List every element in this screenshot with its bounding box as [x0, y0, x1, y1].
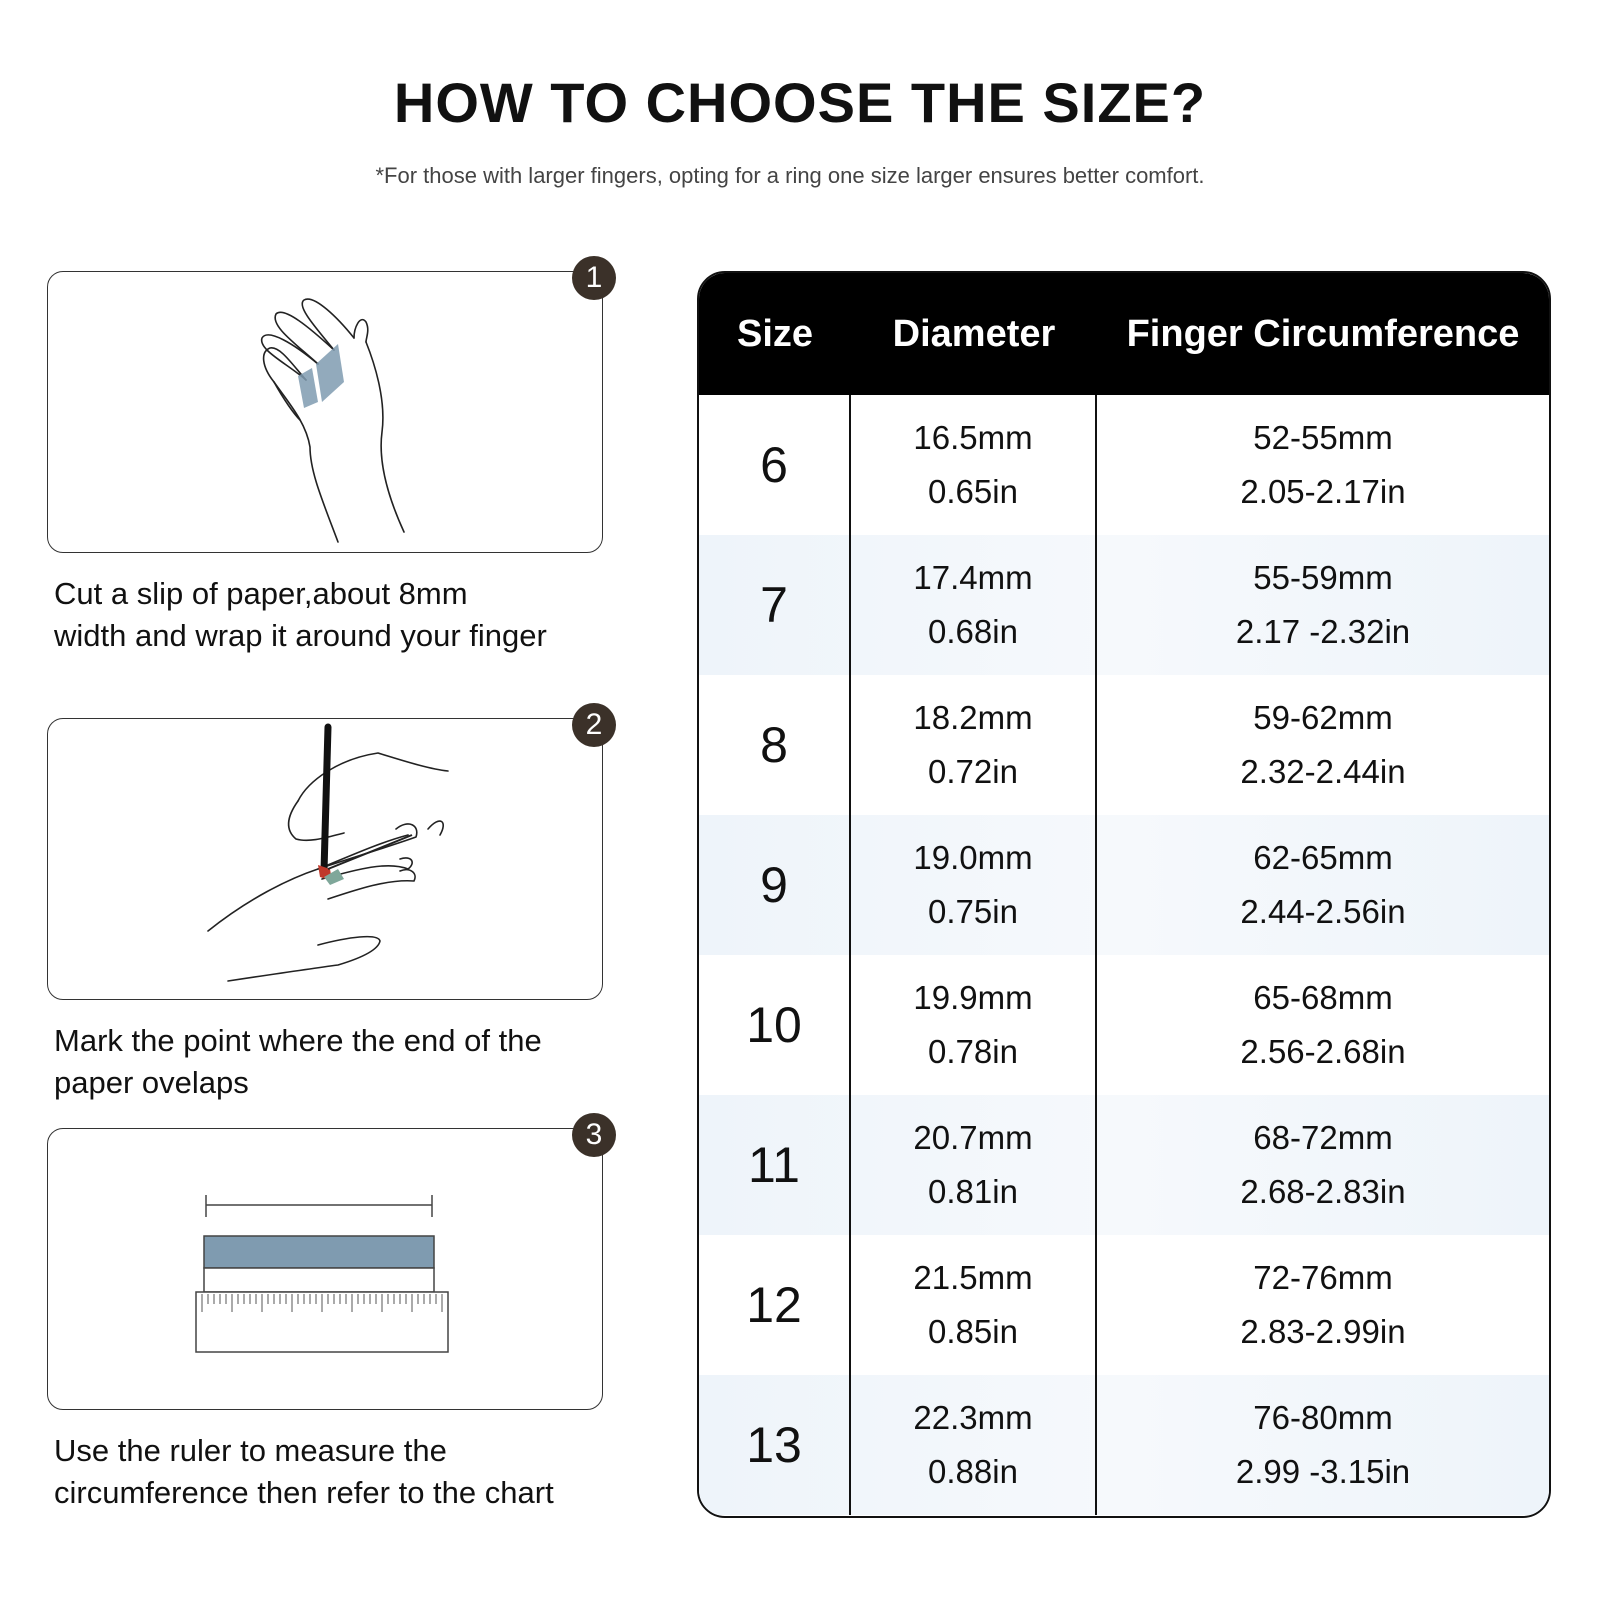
- step-1-text-line2: width and wrap it around your finger: [54, 618, 547, 653]
- circumference-mm: 52-55mm: [1253, 419, 1393, 456]
- circumference-mm: 55-59mm: [1253, 559, 1393, 596]
- circumference-in: 2.68-2.83in: [1240, 1173, 1406, 1210]
- size-cell: 8: [699, 675, 851, 815]
- circumference-cell: [1097, 955, 1549, 1095]
- step-1-badge: 1: [572, 256, 616, 300]
- step-3-text-line1: Use the ruler to measure the: [54, 1433, 447, 1468]
- hand-wrap-paper-icon: [48, 272, 604, 554]
- size-chart-table: [697, 271, 1551, 1518]
- diameter-cell: [851, 815, 1097, 955]
- diameter-in: 0.78in: [928, 1033, 1018, 1070]
- diameter-in: 0.88in: [928, 1453, 1018, 1490]
- table-row: [699, 1095, 1549, 1235]
- diameter-cell: [851, 1235, 1097, 1375]
- size-cell: 9: [699, 815, 851, 955]
- step-1-card: [47, 261, 603, 553]
- table-row: [699, 955, 1549, 1095]
- circumference-in: 2.56-2.68in: [1240, 1033, 1406, 1070]
- circumference-mm: 72-76mm: [1253, 1259, 1393, 1296]
- table-body: [699, 395, 1549, 1515]
- diameter-cell: [851, 1375, 1097, 1515]
- step-2-text: [54, 1020, 634, 1104]
- circumference-mm: 76-80mm: [1253, 1399, 1393, 1436]
- diameter-mm: 22.3mm: [913, 1399, 1033, 1436]
- circumference-cell: [1097, 1235, 1549, 1375]
- header-size: Size: [736, 312, 814, 355]
- circumference-in: 2.17 -2.32in: [1235, 613, 1411, 650]
- circumference-cell: [1097, 1375, 1549, 1515]
- size-cell: 11: [699, 1095, 851, 1235]
- diameter-in: 0.85in: [928, 1313, 1018, 1350]
- circumference-cell: [1097, 535, 1549, 675]
- header-circumference: Finger Circumference: [1126, 312, 1520, 355]
- circumference-cell: [1097, 395, 1549, 535]
- circumference-in: 2.99 -3.15in: [1235, 1453, 1411, 1490]
- size-cell: 12: [699, 1235, 851, 1375]
- step-3-text: [54, 1430, 634, 1514]
- diameter-in: 0.68in: [928, 613, 1018, 650]
- header-diameter: Diameter: [892, 312, 1056, 355]
- diameter-mm: 17.4mm: [913, 559, 1033, 596]
- table-row: [699, 535, 1549, 675]
- diameter-in: 0.81in: [928, 1173, 1018, 1210]
- circumference-in: 2.05-2.17in: [1240, 473, 1406, 510]
- step-2-text-line2: paper ovelaps: [54, 1065, 249, 1100]
- diameter-in: 0.75in: [928, 893, 1018, 930]
- table-row: [699, 675, 1549, 815]
- diameter-cell: [851, 955, 1097, 1095]
- circumference-mm: 65-68mm: [1253, 979, 1393, 1016]
- circumference-in: 2.83-2.99in: [1240, 1313, 1406, 1350]
- page-title: HOW TO CHOOSE THE SIZE?: [393, 71, 1207, 134]
- circumference-cell: [1097, 675, 1549, 815]
- page-subtitle: *For those with larger fingers, opting for a ring one size larger ensures better comfort.: [375, 163, 1205, 188]
- step-3-badge: 3: [572, 1113, 616, 1157]
- step-3-text-line2: circumference then refer to the chart: [54, 1475, 554, 1510]
- circumference-in: 2.44-2.56in: [1240, 893, 1406, 930]
- diameter-mm: 21.5mm: [913, 1259, 1033, 1296]
- step-1-text-line1: Cut a slip of paper,about 8mm: [54, 576, 468, 611]
- circumference-mm: 62-65mm: [1253, 839, 1393, 876]
- circumference-mm: 59-62mm: [1253, 699, 1393, 736]
- diameter-cell: [851, 675, 1097, 815]
- pen-mark-icon: [48, 719, 604, 1001]
- circumference-in: 2.32-2.44in: [1240, 753, 1406, 790]
- ruler-icon: [48, 1129, 604, 1411]
- circumference-cell: [1097, 1095, 1549, 1235]
- circumference-mm: 68-72mm: [1253, 1119, 1393, 1156]
- table-row: [699, 1375, 1549, 1515]
- size-cell: 13: [699, 1375, 851, 1515]
- diameter-mm: 16.5mm: [913, 419, 1033, 456]
- diameter-mm: 20.7mm: [913, 1119, 1033, 1156]
- table-row: [699, 395, 1549, 535]
- table-row: [699, 815, 1549, 955]
- circumference-cell: [1097, 815, 1549, 955]
- size-cell: 6: [699, 395, 851, 535]
- size-cell: 10: [699, 955, 851, 1095]
- diameter-mm: 19.9mm: [913, 979, 1033, 1016]
- diameter-in: 0.72in: [928, 753, 1018, 790]
- step-3-card: [47, 1118, 603, 1410]
- diameter-cell: [851, 395, 1097, 535]
- diameter-cell: [851, 535, 1097, 675]
- size-cell: 7: [699, 535, 851, 675]
- diameter-in: 0.65in: [928, 473, 1018, 510]
- step-2-card: [47, 708, 603, 1000]
- diameter-mm: 18.2mm: [913, 699, 1033, 736]
- step-1-text: [54, 573, 634, 657]
- diameter-mm: 19.0mm: [913, 839, 1033, 876]
- table-row: [699, 1235, 1549, 1375]
- step-2-badge: 2: [572, 703, 616, 747]
- step-2-text-line1: Mark the point where the end of the: [54, 1023, 542, 1058]
- diameter-cell: [851, 1095, 1097, 1235]
- table-header: [699, 273, 1549, 395]
